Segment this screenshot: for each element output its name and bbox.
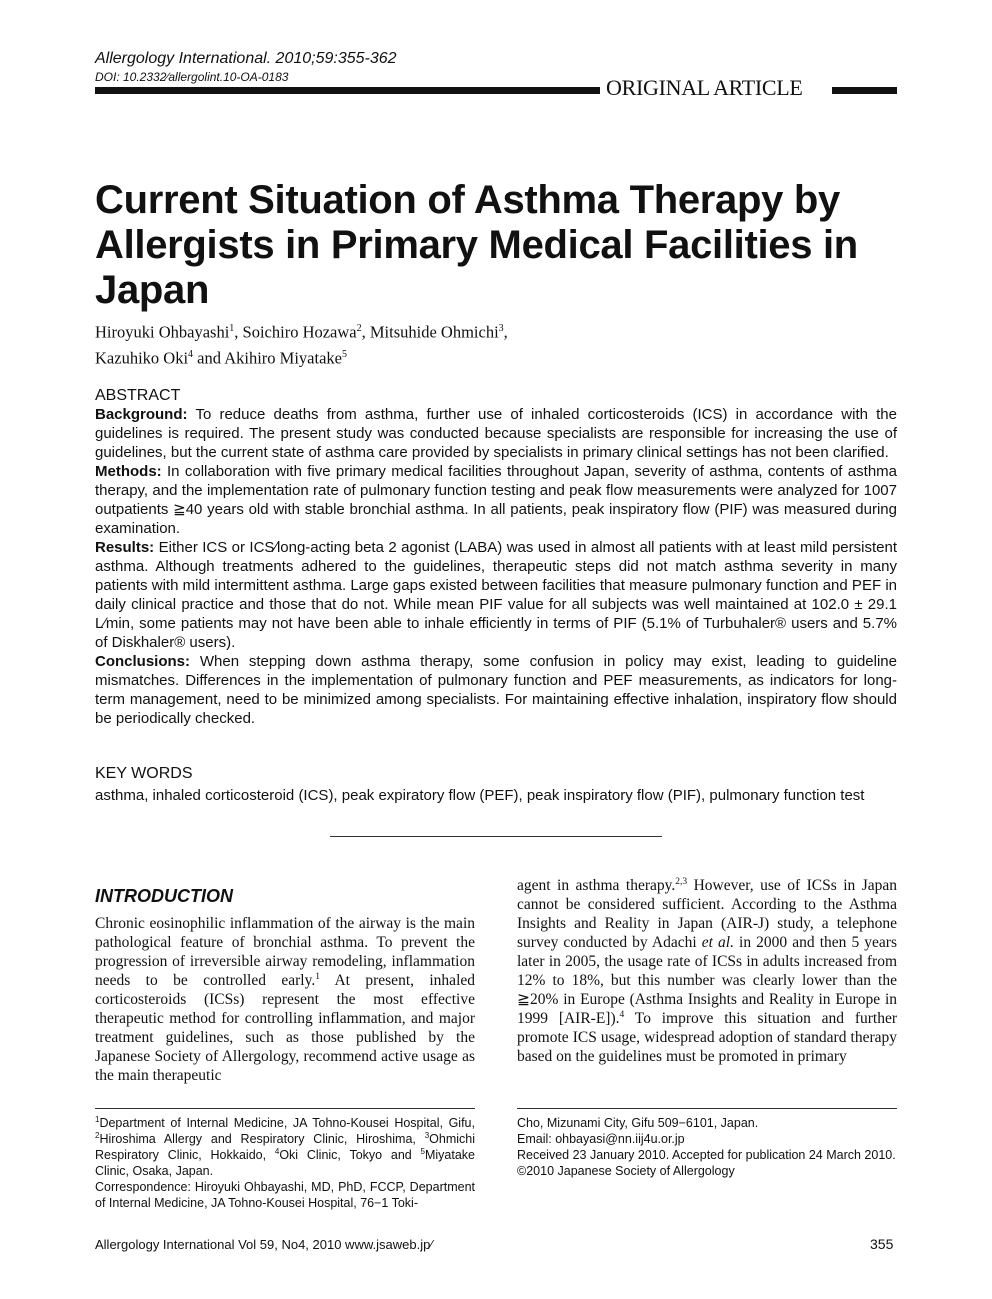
introduction-paragraph (95, 914, 475, 1085)
body-text: agent in asthma therapy. (517, 877, 676, 894)
citation-ref: 2,3 (675, 876, 688, 887)
footnotes-left (95, 1115, 475, 1211)
body-text: At present, inhaled corticosteroids (ICSs) represent the most effective therapeutic method for controlling inflammation, and major treatment guidelines, such as those published by the Japanese Society of Allergology, recommend active usage as the main therapeutic (95, 972, 475, 1084)
body-text: in 2000 and then 5 years later in 2005, the usage rate of ICSs in adults increased from 12% to 18%, but this number was clearly lower than the ≧20% in Europe (Asthma Insights and Reality in Europe in 1999 [AIR-E]). (517, 934, 897, 1027)
section-label: Methods: (95, 463, 162, 480)
abstract-background (95, 405, 897, 462)
abstract-results (95, 538, 897, 652)
section-label: Background: (95, 406, 188, 423)
correspondence: Correspondence: Hiroyuki Ohbayashi, MD, PhD, FCCP, Department of Internal Medicine, JA Tohno-Kousei Hospital, 76−1 Toki- (95, 1180, 475, 1210)
author-list (95, 318, 895, 369)
author-name: Akihiro Miyatake (224, 348, 342, 367)
introduction-column-left (95, 914, 475, 1085)
abstract-conclusions (95, 652, 897, 728)
author-separator: , (361, 322, 370, 342)
affiliation-number: 5 (420, 1146, 425, 1156)
footnotes-right (517, 1115, 897, 1179)
author-affiliation: 5 (341, 348, 347, 360)
journal-citation: Allergology International. 2010;59:355-362 (95, 50, 397, 67)
page-number: 355 (870, 1236, 894, 1252)
author-separator: , (234, 322, 243, 342)
author-separator: , (503, 322, 508, 342)
affiliation-text: Miyatake Clinic, Osaka, Japan. (95, 1148, 475, 1178)
author-name: Mitsuhide Ohmichi (369, 322, 499, 342)
author-affiliation: 3 (498, 323, 504, 334)
abstract-heading: ABSTRACT (95, 387, 181, 404)
body-text-italic: et al. (701, 934, 734, 951)
affiliation-number: 4 (274, 1146, 280, 1156)
correspondence-email: Email: ohbayasi@nn.iij4u.or.jp (517, 1132, 685, 1146)
introduction-paragraph (517, 876, 897, 1066)
keywords-text: asthma, inhaled corticosteroid (ICS), peak expiratory flow (PEF), peak inspiratory flow (PIF), pulmonary function test (95, 787, 865, 804)
received-dates: Received 23 January 2010. Accepted for publication 24 March 2010. (517, 1148, 896, 1162)
section-divider (330, 836, 662, 837)
citation-ref: 1 (315, 971, 320, 982)
section-text: To reduce deaths from asthma, further use of inhaled corticosteroids (ICS) in accordance with the guidelines is required. The present study was conducted because specialists are responsible for increasing the use of guidelines, but the current state of asthma care provided by specialists in primary clinical settings has not been clarified. (95, 406, 897, 461)
section-label: Conclusions: (95, 653, 191, 670)
copyright: ©2010 Japanese Society of Allergology (517, 1164, 735, 1178)
affiliations (95, 1115, 475, 1179)
body-text: However, use of ICSs in Japan cannot be considered sufficient. According to the Asthma Insights and Reality in Japan (AIR-J) study, a telephone survey conducted by Adachi (517, 877, 898, 951)
affiliation-text: Hiroshima Allergy and Respiratory Clinic, Hiroshima, (99, 1132, 425, 1146)
author-name: Kazuhiko Oki (95, 348, 189, 367)
affiliation-number: 3 (424, 1130, 430, 1140)
section-text: Either ICS or ICS∕long-acting beta 2 agonist (LABA) was used in almost all patients with at least mild persistent asthma. Although treatments adhered to the guidelines, therapeutic steps did not match asthma severity in many patients with mild intermittent asthma. Large gaps existed between facilities that measure pulmonary function and PEF in daily clinical practice and those that do not. While mean PIF value for all subjects was well maintained at 102.0 ± 29.1 L∕min, some patients may not have been able to inhale efficiently in terms of PIF (5.1% of Turbuhaler® users and 5.7% of Diskhaler® users). (95, 539, 897, 651)
section-text: In collaboration with five primary medical facilities throughout Japan, severity of asthma, contents of asthma therapy, and the implementation rate of pulmonary function testing and peak flow measurements were analyzed for 1007 outpatients ≧40 years old with stable bronchial asthma. In all patients, peak inspiratory flow (PIF) was measured during examination. (95, 463, 897, 537)
header-rule-right (832, 87, 897, 94)
article-title: Current Situation of Asthma Therapy by Allergists in Primary Medical Facilities in Japan (95, 178, 858, 312)
footer-journal: Allergology International Vol 59, No4, 2010 www.jsaweb.jp∕ (95, 1237, 433, 1252)
author-affiliation: 1 (229, 323, 235, 334)
author-name: Hiroyuki Ohbayashi (95, 322, 230, 342)
affiliation-number: 2 (95, 1130, 100, 1140)
body-text: To improve this situation and further promote ICS usage, widespread adoption of standard therapy based on the guidelines must be promoted in primary (517, 1010, 898, 1065)
body-text: Chronic eosinophilic inflammation of the airway is the main pathological feature of bronchial asthma. To prevent the progression of irreversible airway remodeling, inflammation needs to be controlled early. (95, 915, 475, 989)
affiliation-number: 1 (95, 1114, 100, 1124)
abstract-methods (95, 462, 897, 538)
author-affiliation: 2 (356, 323, 362, 334)
author-separator: and (193, 348, 225, 367)
author-affiliation: 4 (188, 348, 194, 360)
affiliation-text: Ohmichi Respiratory Clinic, Hokkaido, (95, 1132, 475, 1162)
footnote-rule-right (517, 1108, 897, 1109)
footnote-rule-left (95, 1108, 475, 1109)
author-name: Soichiro Hozawa (242, 322, 357, 342)
introduction-heading: INTRODUCTION (95, 886, 233, 906)
abstract (95, 386, 897, 728)
introduction-column-right (517, 876, 897, 1066)
affiliation-text: Department of Internal Medicine, JA Tohno-Kousei Hospital, Gifu, (99, 1116, 475, 1130)
citation-ref: 4 (619, 1009, 625, 1020)
section-text: When stepping down asthma therapy, some confusion in policy may exist, leading to guideline mismatches. Differences in the implementation of pulmonary function and PEF measurements, as indicators for long-term management, need to be minimized among specialists. For maintaining effective inhalation, inspiratory flow should be periodically checked. (95, 653, 897, 727)
article-type: ORIGINAL ARTICLE (606, 75, 803, 100)
doi: DOI: 10.2332∕allergolint.10-OA-0183 (95, 70, 289, 84)
section-label: Results: (95, 539, 155, 556)
correspondence-address: Cho, Mizunami City, Gifu 509−6101, Japan. (517, 1116, 759, 1130)
affiliation-text: Oki Clinic, Tokyo and (279, 1148, 421, 1162)
header-rule-left (95, 87, 600, 94)
keywords-heading: KEY WORDS (95, 765, 193, 782)
